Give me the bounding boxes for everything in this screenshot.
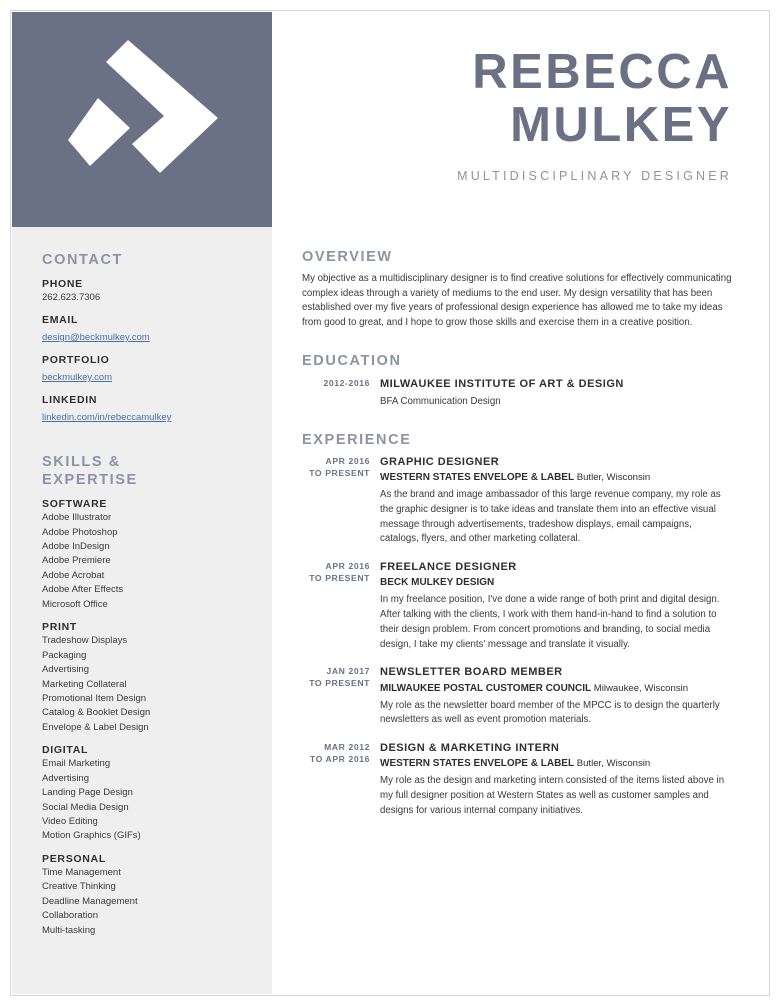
resume-sheet	[10, 10, 770, 996]
list-item: Envelope & Label Design	[42, 721, 149, 733]
entry-date-bottom: TO PRESENT	[309, 677, 370, 688]
list-item: Adobe Acrobat	[42, 569, 105, 581]
entry-description: My role as the newsletter board member of the MPCC is to design the quarterly newsletters as well as event promotion materials.	[380, 699, 720, 726]
experience-entry	[302, 455, 732, 547]
list-item: Creative Thinking	[42, 881, 116, 893]
entry-date-top: APR 2016	[325, 455, 370, 466]
entry-org-location: Butler, Wisconsin	[576, 758, 651, 770]
skills-list	[42, 634, 244, 735]
list-item: Marketing Collateral	[42, 678, 127, 690]
skills-group-heading: SOFTWARE	[42, 498, 108, 511]
skills-list	[42, 866, 244, 938]
list-item: Adobe InDesign	[42, 541, 110, 553]
entry-date-top: APR 2016	[325, 561, 370, 572]
overview-text: My objective as a multidisciplinary designer is to find creative solutions for effectively communicating complex ideas through a variety of mediums to the end user. My design versatility that has been established over my five years of professional design experience has allowed me to take my ideas from good to great, and I hope to grow those skills and exercise them in a creative position.	[302, 273, 732, 329]
skills-group-software	[42, 498, 244, 612]
page-subtitle: MULTIDISCIPLINARY DESIGNER	[457, 168, 732, 183]
skills-group-heading: PRINT	[42, 621, 77, 634]
phone-value: 262.623.7306	[42, 292, 101, 304]
portfolio-value-link[interactable]: beckmulkey.com	[42, 371, 113, 383]
list-item: Motion Graphics (GIFs)	[42, 830, 141, 842]
entry-organization	[380, 471, 732, 485]
list-item: Catalog & Booklet Design	[42, 707, 151, 719]
entry-date-top: JAN 2017	[326, 666, 370, 677]
entry-dates	[302, 456, 370, 479]
entry-org-name: WESTERN STATES ENVELOPE & LABEL	[380, 472, 574, 484]
contact-phone	[42, 278, 244, 305]
entry-organization	[380, 682, 732, 696]
logo-block	[12, 12, 272, 227]
entry-org-name: BECK MULKEY DESIGN	[380, 577, 495, 589]
entry-org-location: Butler, Wisconsin	[576, 472, 651, 484]
entry-date-top: 2012-2016	[323, 377, 370, 388]
entry-date-bottom: TO PRESENT	[309, 572, 370, 583]
contact-section-title: CONTACT	[42, 252, 124, 268]
list-item: Adobe Photoshop	[42, 526, 118, 538]
entry-dates	[302, 378, 370, 390]
entry-org-name: MILWAUKEE POSTAL CUSTOMER COUNCIL	[380, 682, 591, 694]
entry-organization	[380, 576, 732, 590]
skills-group-heading: DIGITAL	[42, 744, 89, 757]
sidebar	[12, 12, 272, 994]
list-item: Video Editing	[42, 816, 98, 828]
contact-email	[42, 314, 244, 345]
experience-entry	[302, 741, 732, 818]
phone-label: PHONE	[42, 278, 83, 291]
skills-list	[42, 511, 244, 612]
email-value-link[interactable]: design@beckmulkey.com	[42, 331, 150, 343]
entry-date-top: MAR 2012	[324, 742, 370, 753]
skills-title-line1: SKILLS &	[42, 453, 121, 470]
list-item: Time Management	[42, 866, 121, 878]
list-item: Advertising	[42, 772, 89, 784]
entry-dates	[302, 666, 370, 689]
entry-date-bottom: TO APR 2016	[309, 753, 370, 764]
main-body	[272, 227, 768, 818]
contact-linkedin	[42, 394, 244, 425]
entry-title: NEWSLETTER BOARD MEMBER	[380, 666, 563, 679]
entry-title: FREELANCE DESIGNER	[380, 561, 517, 574]
list-item: Promotional Item Design	[42, 692, 147, 704]
page-title-last-name: MULKEY	[510, 97, 732, 152]
entry-dates	[302, 742, 370, 765]
main-content	[272, 12, 768, 994]
entry-org-name: WESTERN STATES ENVELOPE & LABEL	[380, 758, 574, 770]
education-entry	[302, 377, 732, 410]
list-item: Tradeshow Displays	[42, 635, 128, 647]
header-name-block	[272, 12, 768, 227]
list-item: Landing Page Design	[42, 787, 133, 799]
entry-org-location: Milwaukee, Wisconsin	[593, 682, 689, 694]
portfolio-label: PORTFOLIO	[42, 353, 110, 366]
skills-section-title	[42, 453, 244, 489]
skills-group-digital	[42, 744, 244, 844]
list-item: Deadline Management	[42, 895, 138, 907]
list-item: Microsoft Office	[42, 598, 108, 610]
list-item: Packaging	[42, 649, 87, 661]
entry-date-bottom: TO PRESENT	[309, 467, 370, 478]
page-title-first-name: REBECCA	[472, 45, 732, 99]
skills-group-personal	[42, 853, 244, 938]
entry-dates	[302, 561, 370, 584]
skills-list	[42, 757, 244, 844]
email-label: EMAIL	[42, 313, 79, 326]
list-item: Adobe After Effects	[42, 584, 124, 596]
sidebar-content	[12, 227, 272, 938]
monogram-b-logo-icon	[68, 40, 218, 200]
linkedin-label: LINKEDIN	[42, 393, 98, 406]
list-item: Adobe Premiere	[42, 555, 111, 567]
list-item: Collaboration	[42, 910, 98, 922]
list-item: Email Marketing	[42, 758, 111, 770]
experience-entry	[302, 560, 732, 652]
skills-group-heading: PERSONAL	[42, 852, 106, 865]
list-item: Advertising	[42, 664, 89, 676]
list-item: Multi-tasking	[42, 924, 96, 936]
entry-description: My role as the design and marketing intern consisted of the items listed above in my full designer position at Western States as well as customer samples and designs for various internal company initiatives.	[380, 775, 725, 816]
entry-description: As the brand and image ambassador of this large revenue company, my role as the graphic designer is to take ideas and translate them into an effective visual message through advertisements, tradeshow displays, email campaigns, catalogs, flyers, and other marketing collateral.	[380, 489, 721, 545]
linkedin-value-link[interactable]: linkedin.com/in/rebeccamulkey	[42, 411, 172, 423]
entry-title: MILWAUKEE INSTITUTE OF ART & DESIGN	[380, 377, 624, 390]
list-item: Adobe Illustrator	[42, 512, 112, 524]
entry-title: GRAPHIC DESIGNER	[380, 455, 500, 468]
contact-portfolio	[42, 354, 244, 385]
entry-description: In my freelance position, I've done a wide range of both print and digital design. After talking with the clients, I work with them hand-in-hand to find a solution to their design problem. From concert promotions and branding, to social media design, I take my clients' message and translate it visually.	[380, 594, 720, 650]
entry-title: DESIGN & MARKETING INTERN	[380, 742, 560, 755]
overview-section-title: OVERVIEW	[302, 249, 393, 265]
experience-entry	[302, 665, 732, 728]
skills-group-print	[42, 621, 244, 735]
entry-organization	[380, 757, 732, 771]
education-section-title: EDUCATION	[302, 352, 402, 369]
entry-description: BFA Communication Design	[380, 396, 501, 408]
experience-section-title: EXPERIENCE	[302, 431, 412, 448]
skills-title-line2: EXPERTISE	[42, 472, 138, 489]
list-item: Social Media Design	[42, 801, 129, 813]
